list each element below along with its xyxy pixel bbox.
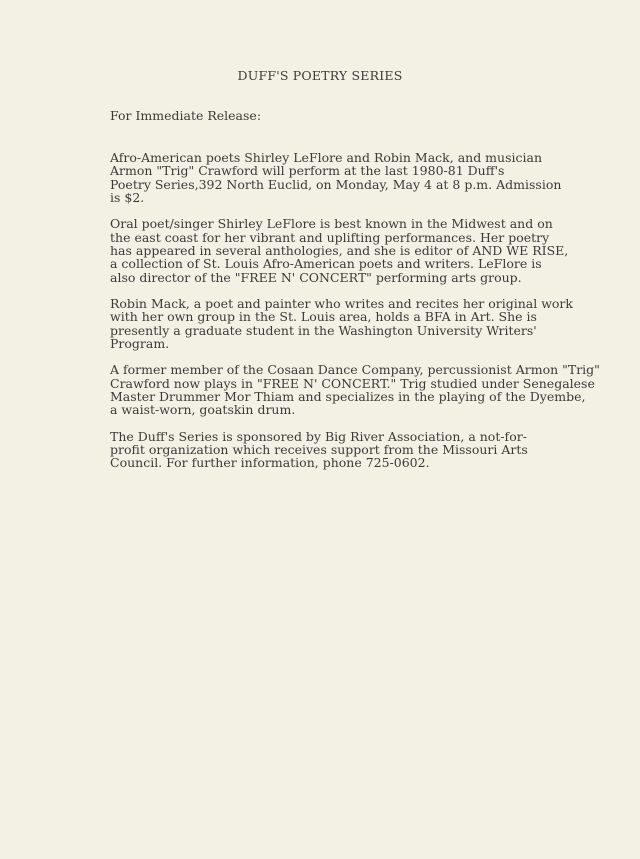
text-line: profit organization which receives support from the Missouri Arts [110,442,528,458]
paragraph-crawford [110,362,600,418]
text-line: Crawford now plays in "FREE N' CONCERT." Trig studied under Senegalese [110,375,595,391]
release-label: For Immediate Release: [110,108,262,123]
document-body [110,150,600,483]
text-line: has appeared in several anthologies, and she is editor of AND WE RISE, [110,242,569,258]
text-line: a waist-worn, goatskin drum. [110,402,296,418]
text-line: Council. For further information, phone 725-0602. [110,455,430,471]
document-title: DUFF'S POETRY SERIES [237,68,403,83]
text-line: the east coast for her vibrant and uplifting performances. Her poetry [110,229,550,245]
text-line: A former member of the Cosaan Dance Company, percussionist Armon "Trig" [110,362,600,378]
text-line: a collection of St. Louis Afro-American poets and writers. LeFlore is [110,256,542,272]
text-line: Afro-American poets Shirley LeFlore and Robin Mack, and musician [110,150,542,165]
paragraph-announcement [110,151,585,204]
text-line: Program. [110,335,170,351]
text-line: Poetry Series,392 North Euclid, on Monday, May 4 at 8 p.m. Admission [110,176,562,192]
text-line: presently a graduate student in the Washington University Writers' [110,322,537,338]
text-line: Armon "Trig" Crawford will perform at the last 1980-81 Duff's [110,163,505,179]
text-line: Master Drummer Mor Thiam and specializes in the playing of the Dyembe, [110,389,586,405]
text-line: Robin Mack, a poet and painter who writes and recites her original work [110,296,573,312]
paragraph-mack [110,297,585,350]
text-line: is $2. [110,189,145,205]
text-line: Oral poet/singer Shirley LeFlore is best known in the Midwest and on [110,216,553,232]
text-line: also director of the "FREE N' CONCERT" performing arts group. [110,269,522,285]
text-line: The Duff's Series is sponsored by Big River Association, a not-for- [110,428,527,444]
text-line: with her own group in the St. Louis area, holds a BFA in Art. She is [110,309,537,325]
paragraph-sponsor [110,430,585,470]
paragraph-leflore [110,217,585,283]
